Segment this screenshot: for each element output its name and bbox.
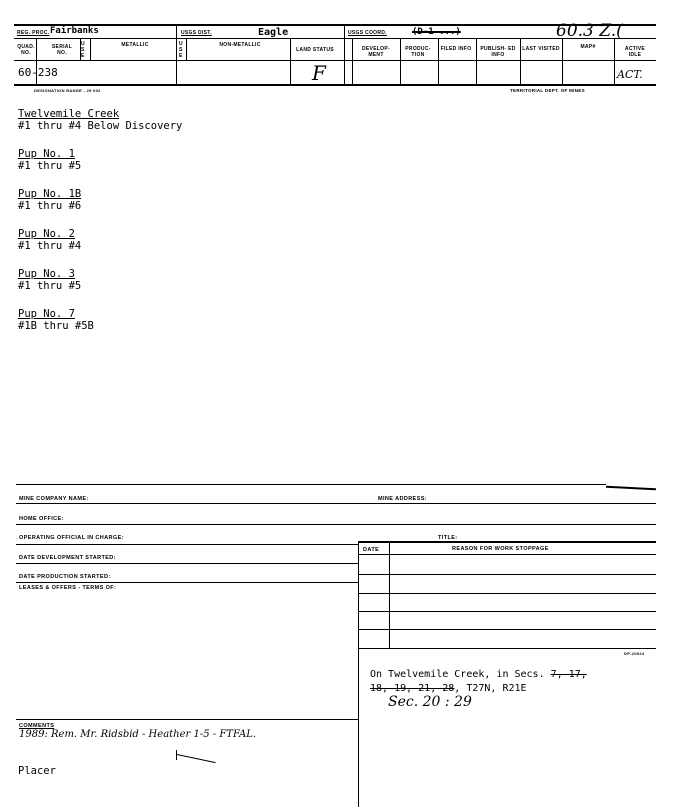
nonmetallic-label: NON-METALLIC [219,42,261,48]
claim-title: Pup No. 7 [18,308,75,320]
claim-group [18,108,182,148]
claim-group [18,268,182,308]
reg-proc-value: Fairbanks [50,26,99,36]
designation-note: DESIGNATION RANGE - 29 002 [34,88,101,93]
location-line-1 [370,669,587,680]
form-code: DP-20024 [624,651,645,656]
date-column-header: DATE [363,547,380,553]
claim-group [18,308,182,348]
land-status-value: F [312,61,326,85]
published-info-label: PUBLISH- ED INFO [480,46,516,58]
claim-detail: #1B thru #5B [18,320,94,332]
leases-offers-label: LEASES & OFFERS - TERMS OF: [19,585,117,591]
quad-no-label: QUAD. NO. [17,44,35,56]
usgs-coord-label: USGS COORD. [348,30,387,36]
claim-group [18,148,182,188]
handwritten-stroke [176,754,215,763]
usgs-coord-handwritten: 60.3 Z.( [556,21,623,41]
location-text: On Twelvemile Creek, in Secs. [370,669,545,680]
deposit-type: Placer [18,765,56,777]
claim-detail: #1 thru #5 [18,160,82,172]
location-struck: 7, 17, [550,669,587,680]
form-top-rule [16,484,606,485]
claim-detail: #1 thru #4 [18,240,82,252]
mine-company-label: MINE COMPANY NAME: [19,496,89,502]
claim-list [18,108,182,348]
territorial-dept: TERRITORIAL DEPT. OF MINES [510,88,585,93]
date-development-label: DATE DEVELOPMENT STARTED: [19,555,116,561]
quad-value: 60-238 [18,66,58,79]
claim-title: Twelvemile Creek [18,108,120,120]
production-label: PRODUC- TION [405,46,431,58]
comments-label: COMMENTS [19,723,55,729]
claim-title: Pup No. 2 [18,228,75,240]
claim-detail: #1 thru #6 [18,200,82,212]
mine-address-label: MINE ADDRESS: [378,496,427,502]
development-label: DEVELOP- MENT [362,46,390,58]
last-visited-label: LAST VISITED [522,46,560,52]
claim-detail: #1 thru #5 [18,280,82,292]
handwritten-tick [176,750,177,760]
use-label-2: U S E [179,41,183,59]
date-production-label: DATE PRODUCTION STARTED: [19,574,111,580]
usgs-dist-value: Eagle [258,27,289,38]
claim-title: Pup No. 1 [18,148,75,160]
comment-handwritten: 1989: Rem. Mr. Ridsbid - Heather 1-5 - FTFAL. [19,729,257,740]
claim-title: Pup No. 1B [18,188,82,200]
form-top-slant [606,486,656,490]
section-handwritten: Sec. 20 : 29 [388,694,472,710]
map-label: MAP# [580,44,596,50]
reg-proc-label: REG. PROC. [17,30,50,36]
claim-title: Pup No. 3 [18,268,75,280]
claim-group [18,228,182,268]
home-office-label: HOME OFFICE: [19,516,64,522]
operating-official-label: OPERATING OFFICIAL IN CHARGE: [19,535,124,541]
location-line-2 [370,683,527,694]
usgs-coord-struck: (D-1 ...) [412,27,461,37]
serial-no-label: SERIAL NO. [51,44,73,56]
reason-column-header: REASON FOR WORK STOPPAGE [452,546,549,552]
usgs-dist-label: USGS DIST. [181,30,212,36]
land-status-label: LAND STATUS [296,47,334,53]
claim-detail: #1 thru #4 Below Discovery [18,120,183,132]
metallic-label: METALLIC [121,42,149,48]
location-struck-2: 18, 19, 21, 28 [370,683,455,694]
location-township: , T27N, R21E [454,683,527,694]
filed-info-label: FILED INFO [440,46,472,52]
use-label: U S E [81,41,85,59]
active-idle-label: ACTIVE IDLE [624,46,646,58]
title-label: TITLE: [438,535,458,541]
active-value: ACT. [617,68,643,81]
claim-group [18,188,182,228]
